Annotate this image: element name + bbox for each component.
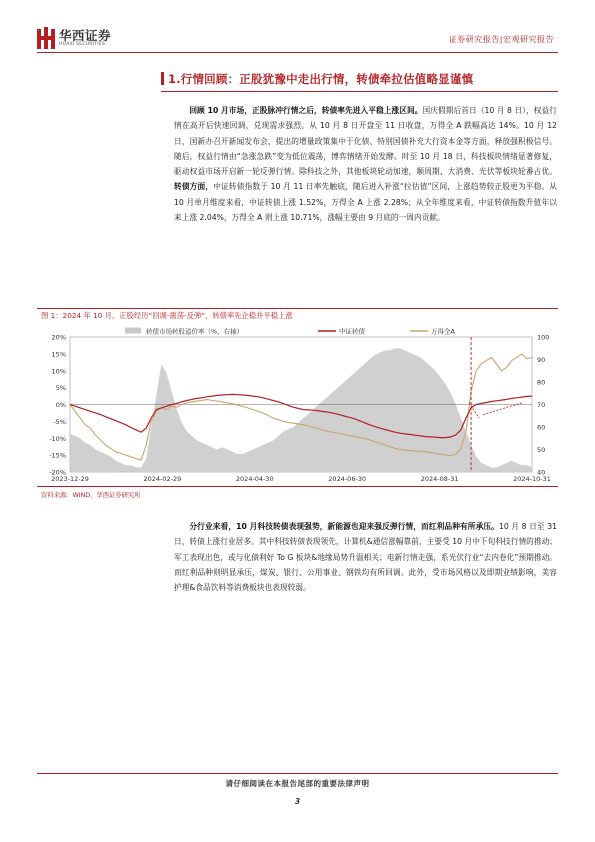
x-tick-label: 2024-10-31 — [513, 475, 551, 483]
left-tick-label: -15% — [49, 451, 66, 460]
paragraph-industry-review — [174, 519, 557, 595]
x-tick-label: 2024-06-30 — [328, 475, 367, 483]
legal-disclaimer: 请仔细阅读在本报告尾部的重要法律声明 — [225, 779, 370, 788]
paragraph-body: 10 月 8 日至 31 日，转债上涨行业居多。其中科技转债表现领先，计算机&通信涨幅靠前，主要受 10 月中下旬科技行情的推动；军工表现出色，或与化债利好 To G 板块&地缘局势升温相关；电新行情走强，系光伏行业“去内卷化”预期推动。而红利品种则明显承压，煤炭、银行、公用事业、钢铁均有所回调。此外，受市场风格以及即期业绩影响，美容护理&食品饮料等消费板块也表现较弱。 — [174, 522, 557, 593]
logo-english: HUAXI SECURITIES — [59, 42, 106, 47]
left-tick-label: -5% — [53, 417, 66, 426]
paragraph-lead-2: 转债方面， — [174, 182, 214, 192]
paragraph-lead: 回顾 10 月市场，正股脉冲行情之后，转债率先进入平稳上涨区间。 — [189, 106, 423, 115]
right-tick-label: 100 — [537, 333, 550, 342]
right-tick-label: 90 — [537, 356, 546, 364]
left-tick-label: 0% — [55, 401, 66, 409]
paragraph-body: 国庆假期后首日（10 月 8 日），权益行情在高开后快速回调，兑现需求强烈。从 10 月 8 日开盘至 11 日收盘，万得全 A 跌幅高达 14%。10 月 12 日，国新办召开新闻发布会，提出的增量政策集中于化债、特别国债补充大行资本金等方面，释放强积极信号。随后，权益行情由“急涨急跌”变为低位震荡，博弈情绪开始发酵。时至 10 月 18 日，科技板块情绪显著修复，驱动权益市场开启新一轮反弹行情。除科技之外，其他板块轮动加速，顺周期、大消费、光伏等板块轮番占优。 — [174, 106, 557, 177]
section-title-divider — [161, 91, 558, 92]
series-premium-area — [70, 348, 532, 472]
right-tick-label: 60 — [537, 423, 546, 432]
left-tick-label: -20% — [49, 468, 66, 477]
header-divider — [37, 52, 558, 53]
left-tick-label: -10% — [49, 434, 66, 443]
x-tick-label: 2023-12-29 — [51, 475, 89, 483]
figure-top-divider — [37, 308, 558, 309]
left-tick-label: 15% — [51, 350, 66, 359]
x-tick-label: 2024-02-29 — [143, 475, 182, 483]
left-tick-label: 10% — [51, 367, 66, 376]
section-title-marker — [161, 72, 164, 85]
right-tick-label: 40 — [537, 468, 546, 477]
x-tick-label: 2024-08-31 — [420, 475, 459, 483]
legend-label: 转债市场转股溢价率（%，右轴） — [146, 327, 244, 336]
right-tick-label: 70 — [537, 401, 546, 409]
legend-label: 中证转债 — [339, 327, 365, 336]
right-tick-label: 80 — [537, 378, 546, 387]
left-tick-label: 5% — [55, 384, 66, 393]
page-number: 3 — [294, 797, 301, 806]
right-tick-label: 50 — [537, 446, 546, 454]
x-tick-label: 2024-04-30 — [235, 475, 274, 483]
paragraph-body-2: 中证转债指数于 10 月 11 日率先触底，随后进入补涨“拉估值”区间，上涨趋势较正股更为平稳。从 10 月单月维度来看，中证转债上涨 1.52%，万得全 A 上涨 2.28%；从全年维度来看，中证转债指数升值年以来上涨 2.04%，万得全 A 则上涨 10.71%，涨幅主要由 9 月底的一周内贡献。 — [174, 182, 557, 223]
footer-divider — [37, 773, 558, 774]
huaxi-logo-icon — [37, 27, 55, 49]
section-title: 1.行情回顾：正股犹豫中走出行情，转债牵拉估值略显谨慎 — [168, 72, 474, 86]
logo-chinese: 华西证券 — [59, 28, 112, 43]
left-tick-label: 20% — [51, 333, 66, 342]
figure-source: 资料来源：WIND，华西证券研究所 — [41, 492, 141, 499]
figure-1-chart — [40, 325, 560, 485]
figure-bottom-divider — [37, 486, 558, 487]
legend-label: 万得全A — [431, 327, 455, 336]
paragraph-lead: 分行业来看，10 月科技转债表现强势，新能源也迎来强反弹行情，而红利品种有所承压。 — [189, 522, 499, 531]
report-type: 证券研究报告|宏观研究报告 — [448, 35, 554, 44]
figure-caption: 图 1：2024 年 10 月，正股经历“回调-震荡-反弹”，转债率先企稳并平稳上涨 — [41, 311, 293, 320]
paragraph-market-review — [174, 103, 557, 225]
legend-swatch — [125, 328, 141, 334]
